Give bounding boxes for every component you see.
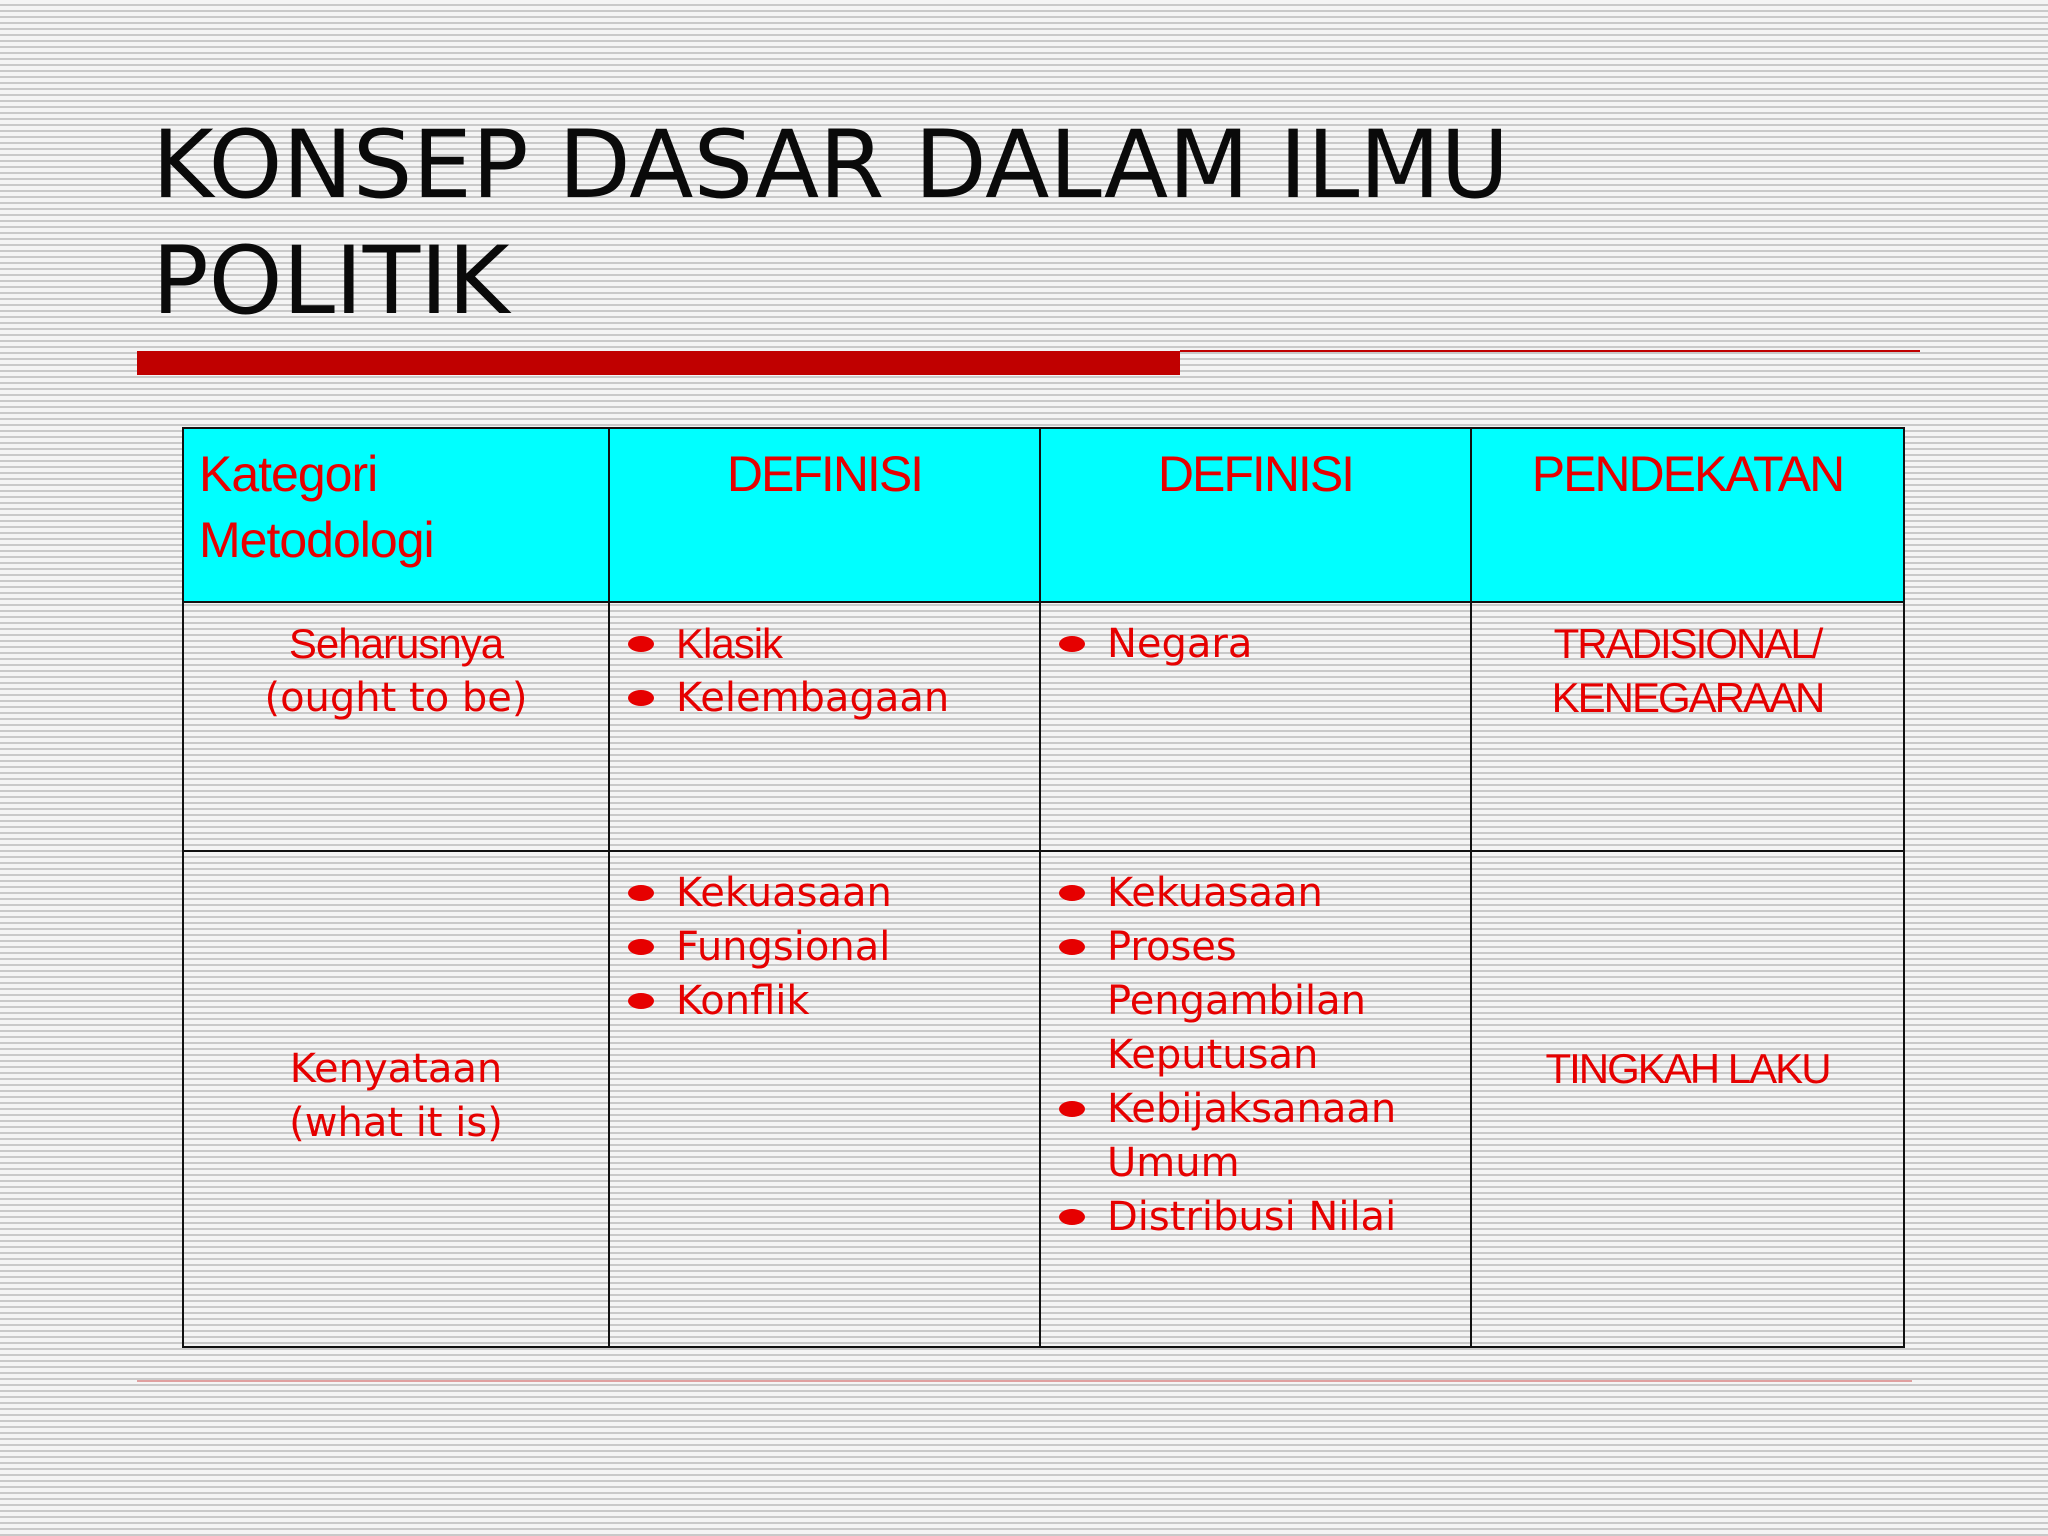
list-item-text: Proses Pengambilan Keputusan bbox=[1107, 924, 1367, 1078]
table-row bbox=[183, 851, 1904, 1347]
list-item-text: Kelembagaan bbox=[676, 675, 950, 721]
bullet-icon bbox=[628, 939, 654, 955]
list-item bbox=[610, 974, 1039, 1028]
category-label: Seharusnya bbox=[288, 620, 504, 667]
list-item bbox=[1041, 866, 1470, 920]
bullet-icon bbox=[1059, 1101, 1085, 1117]
list-item bbox=[610, 617, 1039, 671]
definition-1-cell bbox=[609, 851, 1040, 1347]
category-label: Kenyataan bbox=[289, 1046, 503, 1092]
table-header-row bbox=[183, 428, 1904, 602]
footer-divider bbox=[137, 1380, 1912, 1382]
definition-list bbox=[610, 603, 1039, 725]
category-sublabel: (what it is) bbox=[289, 1100, 503, 1146]
definition-2-cell bbox=[1040, 602, 1471, 851]
list-item-text: Negara bbox=[1107, 621, 1253, 667]
approach-line-1: TRADISIONAL/ bbox=[1553, 620, 1822, 667]
list-item bbox=[1041, 617, 1470, 671]
concept-table bbox=[182, 427, 1905, 1348]
slide-title-line-1: KONSEP DASAR DALAM ILMU bbox=[152, 111, 1510, 220]
list-item-text: Kekuasaan bbox=[676, 870, 892, 916]
slide-title bbox=[152, 108, 1852, 340]
header-category bbox=[183, 428, 609, 602]
definition-1-cell bbox=[609, 602, 1040, 851]
header-category-line-1: Kategori bbox=[199, 446, 378, 502]
list-item-text: Klasik bbox=[676, 620, 783, 667]
approach-cell bbox=[1471, 851, 1904, 1347]
title-underline-thick bbox=[137, 351, 1180, 375]
header-definition-1: DEFINISI bbox=[609, 428, 1040, 602]
header-definition-2: DEFINISI bbox=[1040, 428, 1471, 602]
definition-list bbox=[610, 852, 1039, 1028]
approach-line-2: KENEGARAAN bbox=[1551, 674, 1824, 721]
list-item-text: Kebijaksanaan Umum bbox=[1107, 1086, 1397, 1186]
list-item-text: Fungsional bbox=[676, 924, 891, 970]
list-item bbox=[1041, 1190, 1470, 1244]
bullet-icon bbox=[628, 636, 654, 652]
header-approach: PENDEKATAN bbox=[1471, 428, 1904, 602]
table-row bbox=[183, 602, 1904, 851]
category-cell bbox=[183, 851, 609, 1347]
bullet-icon bbox=[628, 993, 654, 1009]
bullet-icon bbox=[1059, 1209, 1085, 1225]
list-item-text: Distribusi Nilai bbox=[1107, 1194, 1397, 1240]
definition-list bbox=[1041, 603, 1470, 671]
bullet-icon bbox=[1059, 885, 1085, 901]
bullet-icon bbox=[628, 885, 654, 901]
approach-cell bbox=[1471, 602, 1904, 851]
list-item bbox=[1041, 920, 1470, 1082]
definition-2-cell bbox=[1040, 851, 1471, 1347]
list-item bbox=[610, 920, 1039, 974]
slide-title-line-2: POLITIK bbox=[152, 227, 510, 336]
bullet-icon bbox=[628, 690, 654, 706]
list-item bbox=[610, 866, 1039, 920]
definition-list bbox=[1041, 852, 1470, 1244]
approach-line-1: TINGKAH LAKU bbox=[1545, 1045, 1830, 1092]
bullet-icon bbox=[1059, 636, 1085, 652]
list-item bbox=[610, 671, 1039, 725]
header-category-line-2: Metodologi bbox=[199, 512, 434, 568]
list-item-text: Konflik bbox=[676, 978, 810, 1024]
category-cell bbox=[183, 602, 609, 851]
list-item bbox=[1041, 1082, 1470, 1190]
category-sublabel: (ought to be) bbox=[264, 675, 528, 721]
bullet-icon bbox=[1059, 939, 1085, 955]
list-item-text: Kekuasaan bbox=[1107, 870, 1323, 916]
title-underline-thin bbox=[1180, 350, 1920, 352]
